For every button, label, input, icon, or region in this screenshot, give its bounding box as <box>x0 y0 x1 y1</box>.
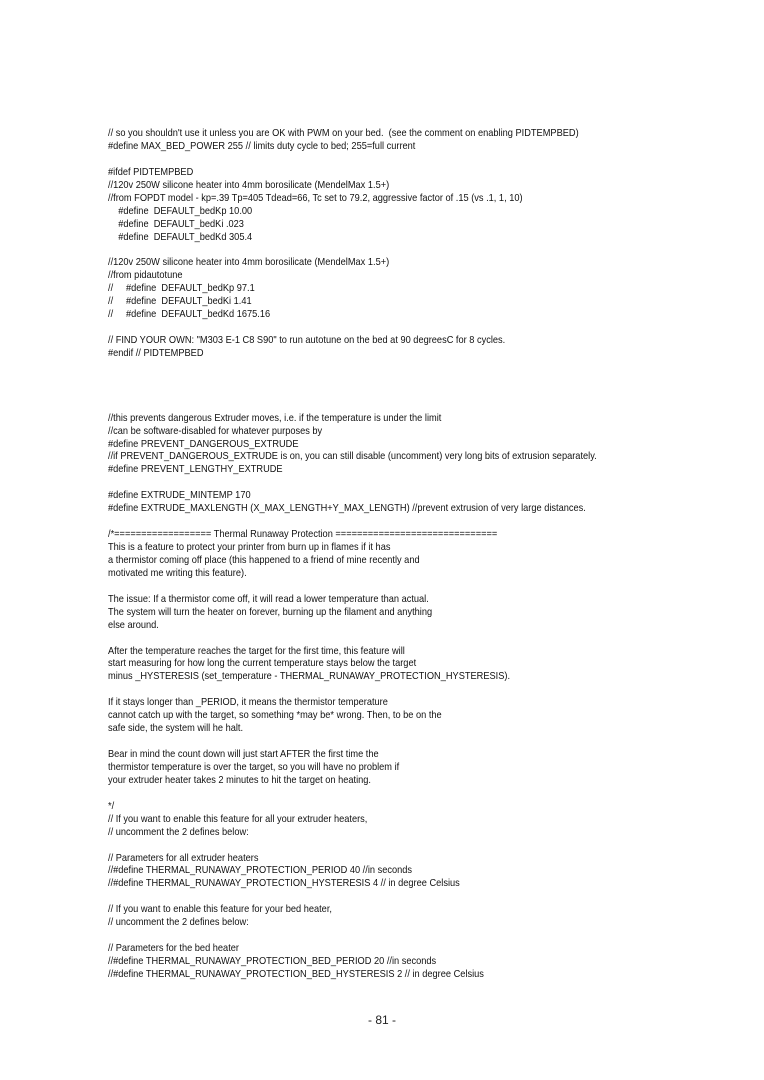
code-line: // Parameters for all extruder heaters <box>108 851 259 864</box>
code-line: The system will turn the heater on forever, burning up the filament and anything <box>108 605 433 618</box>
code-line: /*================== Thermal Runaway Protection ============================== <box>108 528 498 541</box>
code-line: // #define DEFAULT_bedKi 1.41 <box>108 295 252 308</box>
code-line: This is a feature to protect your printer from burn up in flames if it has <box>108 541 391 553</box>
blank-line <box>108 839 671 852</box>
blank-line <box>108 399 671 412</box>
code-line: //#define THERMAL_RUNAWAY_PROTECTION_PERIOD 40 //in seconds <box>108 864 412 877</box>
page-number: - 81 - <box>367 1013 396 1027</box>
code-line: Bear in mind the count down will just start AFTER the first time the <box>108 748 379 760</box>
code-line: // #define DEFAULT_bedKp 97.1 <box>108 282 255 295</box>
code-line: // so you shouldn't use it unless you are OK with PWM on your bed. (see the comment on enabling PIDTEMPBED) <box>108 127 579 139</box>
code-line: //#define THERMAL_RUNAWAY_PROTECTION_BED_HYSTERESIS 2 // in degree Celsius <box>108 967 484 980</box>
code-line: #define MAX_BED_POWER 255 // limits duty cycle to bed; 255=full current <box>108 139 416 152</box>
code-line: #define DEFAULT_bedKp 10.00 <box>108 204 253 217</box>
code-line: //if PREVENT_DANGEROUS_EXTRUDE is on, you can still disable (uncomment) very long bits of extrusion separately. <box>108 450 597 463</box>
code-listing <box>108 127 671 981</box>
code-line: #define DEFAULT_bedKi .023 <box>108 217 244 230</box>
code-line: //120v 250W silicone heater into 4mm borosilicate (MendelMax 1.5+) <box>108 178 390 191</box>
blank-line <box>108 476 671 489</box>
code-line: //can be software-disabled for whatever purposes by <box>108 424 323 437</box>
code-line: //#define THERMAL_RUNAWAY_PROTECTION_HYSTERESIS 4 // in degree Celsius <box>108 877 460 890</box>
blank-line <box>108 321 671 334</box>
code-line: // uncomment the 2 defines below: <box>108 916 249 929</box>
blank-line <box>108 929 671 942</box>
blank-line <box>108 360 671 373</box>
blank-line <box>108 386 671 399</box>
blank-line <box>108 890 671 903</box>
blank-line <box>108 243 671 256</box>
code-line: #define EXTRUDE_MINTEMP 170 <box>108 489 251 502</box>
code-line: //from pidautotune <box>108 269 183 282</box>
code-line: cannot catch up with the target, so something *may be* wrong. Then, to be on the <box>108 709 442 722</box>
code-line: //#define THERMAL_RUNAWAY_PROTECTION_BED_PERIOD 20 //in seconds <box>108 955 437 967</box>
blank-line <box>108 580 671 593</box>
code-line: // If you want to enable this feature for all your extruder heaters, <box>108 812 368 825</box>
code-line: */ <box>108 799 115 812</box>
code-line: motivated me writing this feature). <box>108 566 247 579</box>
blank-line <box>108 153 671 166</box>
code-line: // #define DEFAULT_bedKd 1675.16 <box>108 308 271 321</box>
code-line: a thermistor coming off place (this happened to a friend of mine recently and <box>108 553 420 566</box>
blank-line <box>108 515 671 528</box>
code-line: #define DEFAULT_bedKd 305.4 <box>108 230 253 243</box>
code-line: thermistor temperature is over the target, so you will have no problem if <box>108 760 400 773</box>
blank-line <box>108 632 671 645</box>
code-line: #define EXTRUDE_MAXLENGTH (X_MAX_LENGTH+Y_MAX_LENGTH) //prevent extrusion of very large distances. <box>108 502 586 515</box>
code-line: safe side, the system will he halt. <box>108 722 244 735</box>
code-line: The issue: If a thermistor come off, it will read a lower temperature than actual. <box>108 592 429 605</box>
code-line: //from FOPDT model - kp=.39 Tp=405 Tdead=66, Tc set to 79.2, aggressive factor of .15 (vs .1, 1, 10) <box>108 191 523 204</box>
code-line: // If you want to enable this feature for your bed heater, <box>108 903 332 916</box>
code-line: #ifdef PIDTEMPBED <box>108 165 194 178</box>
blank-line <box>108 373 671 386</box>
blank-line <box>108 683 671 696</box>
code-line: #define PREVENT_DANGEROUS_EXTRUDE <box>108 437 299 450</box>
code-line: else around. <box>108 618 159 631</box>
code-line: minus _HYSTERESIS (set_temperature - THERMAL_RUNAWAY_PROTECTION_HYSTERESIS). <box>108 670 511 683</box>
code-line: //this prevents dangerous Extruder moves, i.e. if the temperature is under the limit <box>108 411 442 424</box>
code-line: #endif // PIDTEMPBED <box>108 346 204 359</box>
code-line: //120v 250W silicone heater into 4mm borosilicate (MendelMax 1.5+) <box>108 256 390 269</box>
blank-line <box>108 787 671 800</box>
code-line: // uncomment the 2 defines below: <box>108 825 249 838</box>
code-line: After the temperature reaches the target for the first time, this feature will <box>108 644 405 657</box>
code-line: // FIND YOUR OWN: "M303 E-1 C8 S90" to run autotune on the bed at 90 degreesC for 8 cycles. <box>108 334 506 346</box>
code-line: If it stays longer than _PERIOD, it means the thermistor temperature <box>108 696 388 709</box>
code-line: your extruder heater takes 2 minutes to hit the target on heating. <box>108 773 371 786</box>
code-line: // Parameters for the bed heater <box>108 942 239 955</box>
code-line: #define PREVENT_LENGTHY_EXTRUDE <box>108 463 283 476</box>
blank-line <box>108 735 671 748</box>
code-line: start measuring for how long the current temperature stays below the target <box>108 657 417 670</box>
